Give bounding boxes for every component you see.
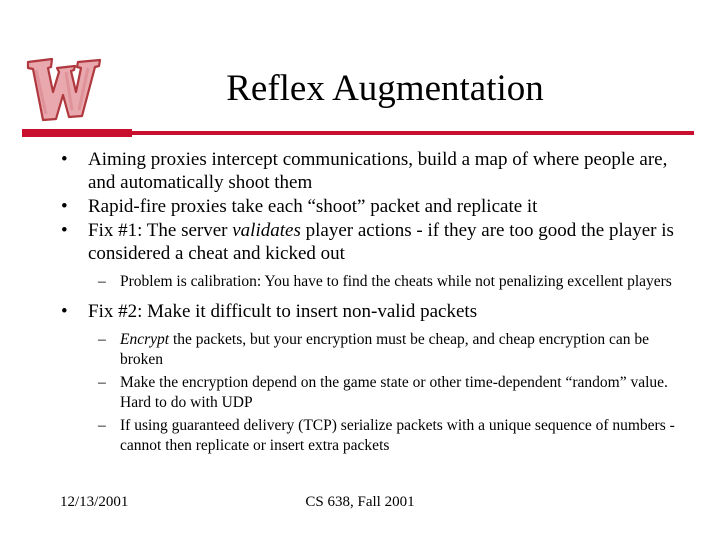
slide-body <box>0 148 720 456</box>
sub-bullet-item <box>0 373 720 413</box>
bullet-marker: • <box>61 301 68 322</box>
sub-bullet-item <box>0 416 720 456</box>
bullet-item <box>0 219 720 265</box>
sub-bullet-text: Make the encryption depend on the game state or other time-dependent “random” value. Hard to do with UDP <box>120 374 668 411</box>
sub-bullet-text: If using guaranteed delivery (TCP) serialize packets with a unique sequence of numbers - cannot then replicate or insert extra packets <box>120 417 675 454</box>
bullet-text-pre: Fix #1: The server <box>88 220 233 241</box>
bullet-marker: • <box>61 196 68 217</box>
bullet-marker: • <box>61 149 68 170</box>
bullet-item <box>0 300 720 323</box>
wisconsin-w-logo-icon <box>22 50 104 124</box>
sub-bullet-text-emphasis: Encrypt <box>120 331 170 348</box>
footer-date: 12/13/2001 <box>60 494 129 510</box>
bullet-item <box>0 148 720 194</box>
bullet-text: Aiming proxies intercept communications, build a map of where people are, and automatically shoot them <box>88 149 668 193</box>
sub-bullet-text-post: the packets, but your encryption must be cheap, and cheap encryption can be broken <box>120 331 649 368</box>
sub-bullet-marker: – <box>98 374 106 391</box>
slide-title: Reflex Augmentation <box>226 68 544 109</box>
bullet-text-emphasis: validates <box>232 220 301 241</box>
sub-bullet-marker: – <box>98 331 106 348</box>
bullet-text-post: player actions - if they are too good the player is considered a cheat and kicked out <box>88 220 674 264</box>
sub-bullet-item <box>0 272 720 292</box>
bullet-item <box>0 195 720 218</box>
sub-bullet-marker: – <box>98 273 106 290</box>
bullet-text: Rapid-fire proxies take each “shoot” packet and replicate it <box>88 196 538 217</box>
title-underline-rule <box>22 131 694 135</box>
footer-course: CS 638, Fall 2001 <box>305 494 415 510</box>
bullet-marker: • <box>61 220 68 241</box>
sub-bullet-marker: – <box>98 417 106 434</box>
sub-bullet-text: Problem is calibration: You have to find the cheats while not penalizing excellent players <box>120 273 672 290</box>
sub-bullet-item <box>0 330 720 370</box>
bullet-text: Fix #2: Make it difficult to insert non-valid packets <box>88 301 478 322</box>
